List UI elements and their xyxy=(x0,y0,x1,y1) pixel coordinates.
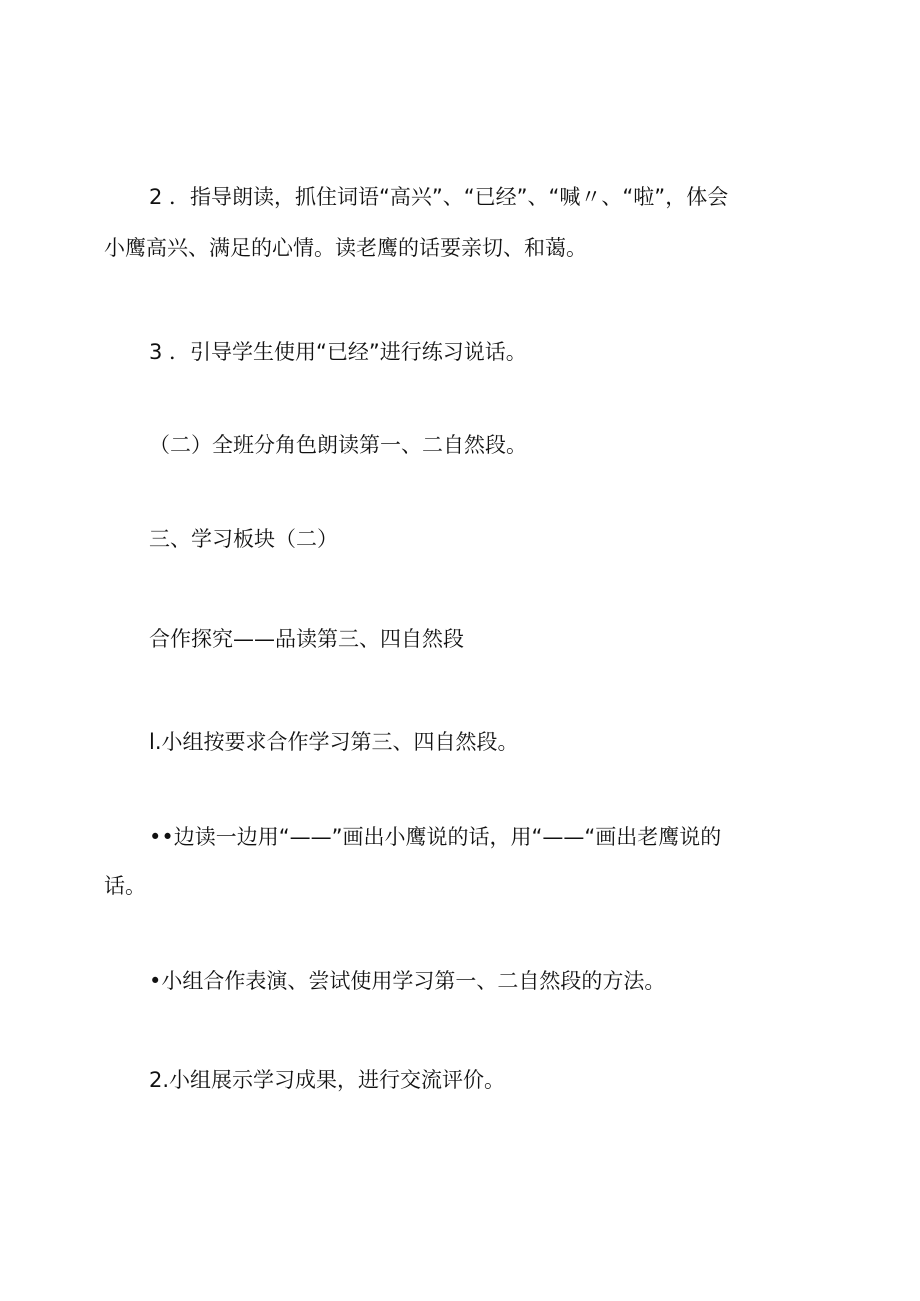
paragraph-group-study: l.小组按要求合作学习第三、四自然段。 xyxy=(149,730,519,754)
section-subheading-cooperative-inquiry: 合作探究——品读第三、四自然段 xyxy=(149,627,464,651)
paragraph-guide-reading-line1: 2 ．指导朗读，抓住词语“高兴”、“已经”、“喊〃、“啦”，体会 xyxy=(149,185,729,209)
bullet-group-performance: •小组合作表演、尝试使用学习第一、二自然段的方法。 xyxy=(149,969,666,993)
paragraph-guide-reading-line2: 小鹰高兴、满足的心情。读老鹰的话要亲切、和蔼。 xyxy=(104,236,587,260)
bullet-underline-dialogue-line1: ••边读一边用“——”画出小鹰说的话，用“——“画出老鹰说的 xyxy=(149,825,722,849)
paragraph-role-reading: （二）全班分角色朗读第一、二自然段。 xyxy=(149,433,527,457)
section-heading-study-block: 三、学习板块（二） xyxy=(149,527,338,551)
paragraph-speaking-practice: 3 ．引导学生使用“已经”进行练习说话。 xyxy=(149,340,527,364)
paragraph-group-presentation: 2.小组展示学习成果，进行交流评价。 xyxy=(149,1068,506,1092)
bullet-underline-dialogue-line2: 话。 xyxy=(104,874,146,898)
